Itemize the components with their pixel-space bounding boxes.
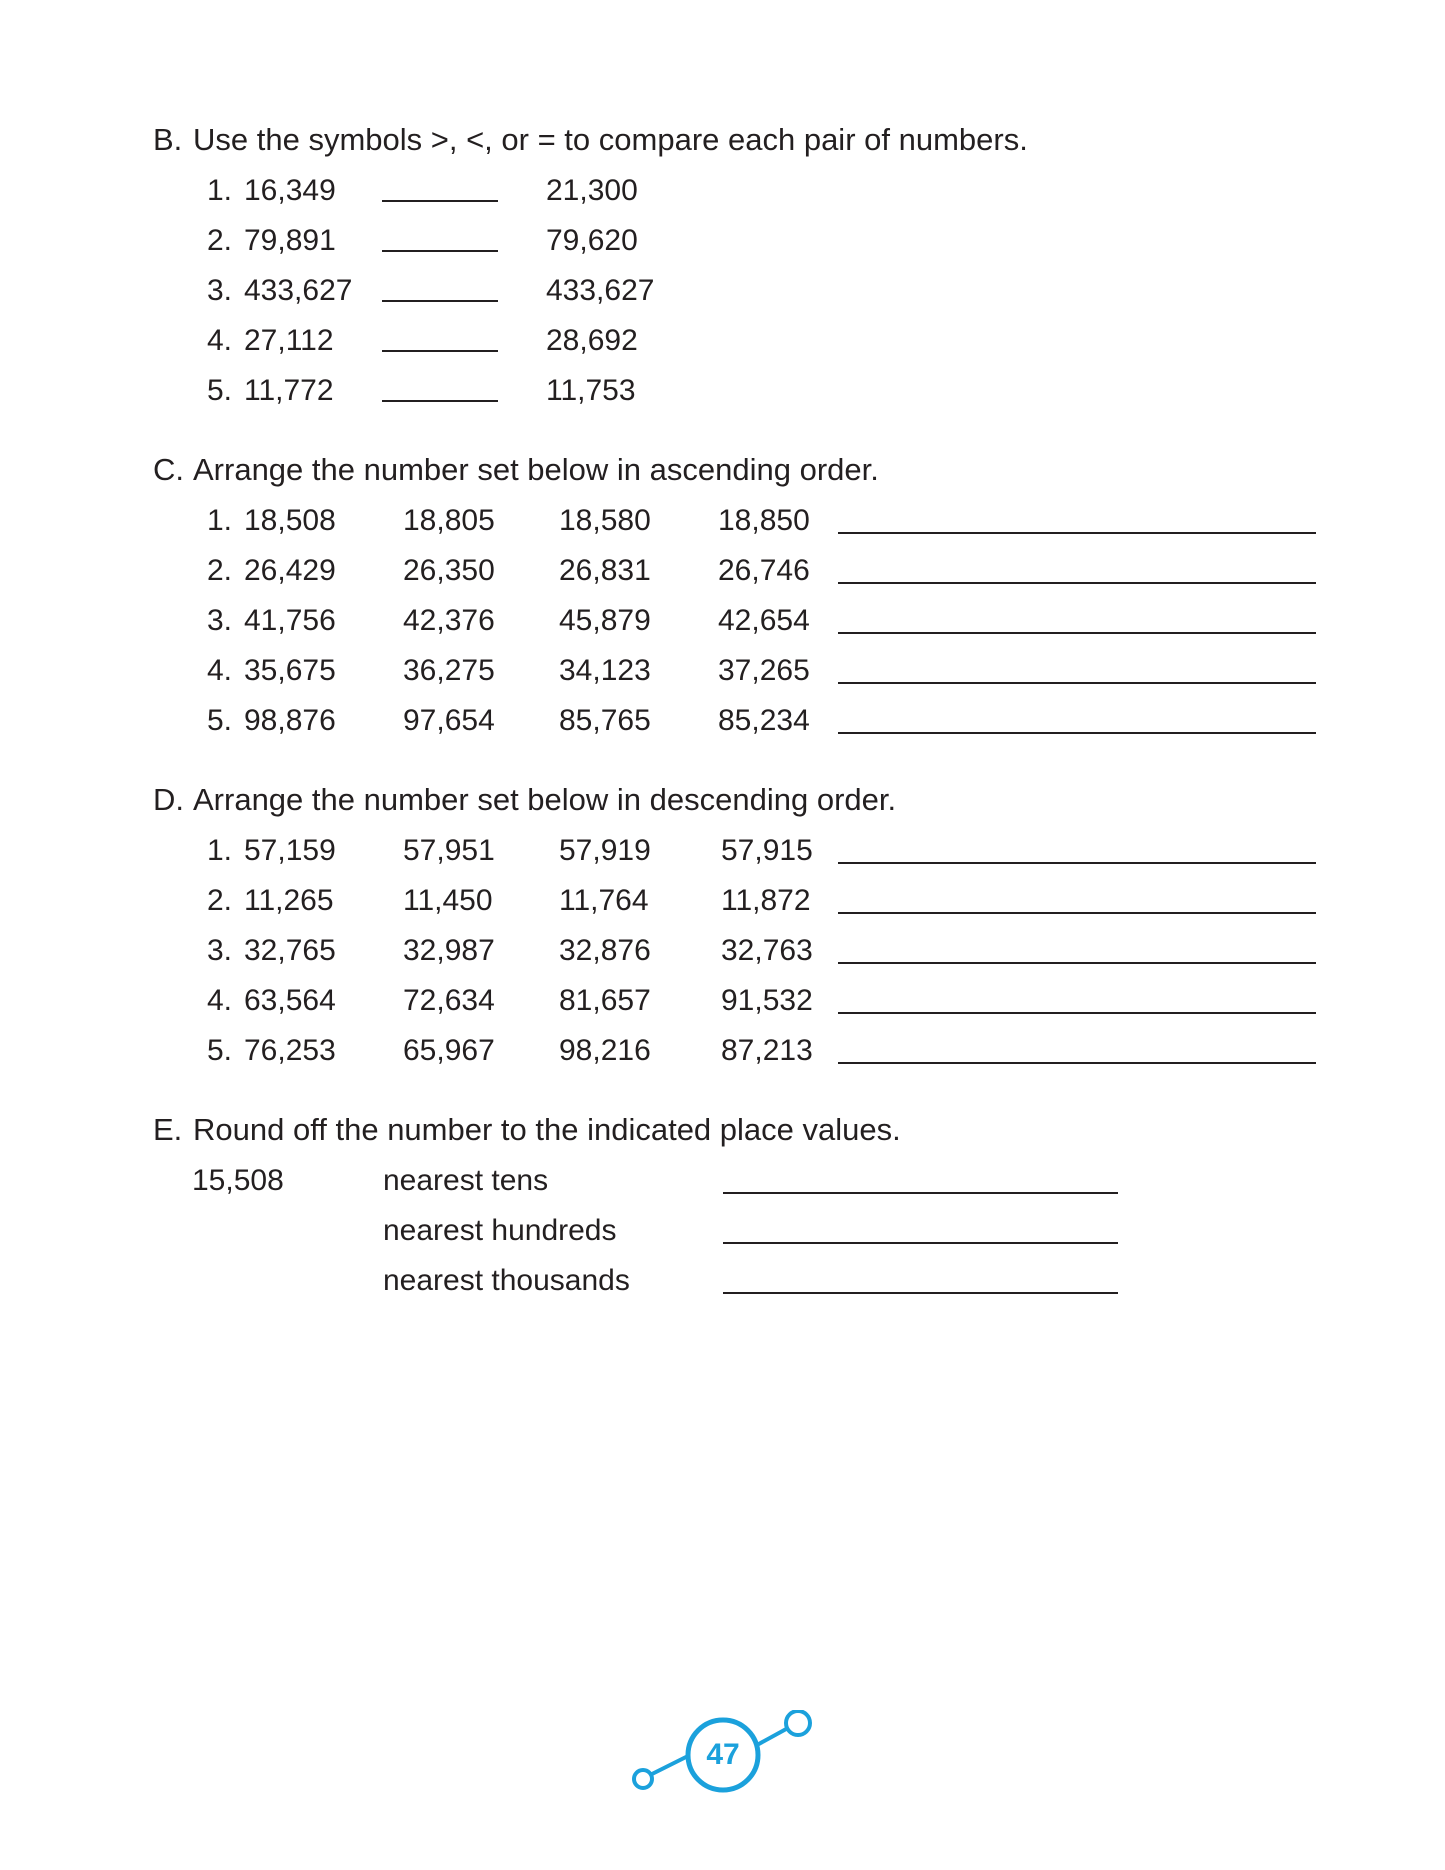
- answer-line[interactable]: [838, 1012, 1316, 1014]
- node-circle-right: [786, 1711, 810, 1735]
- value-4: 87,213: [721, 1034, 813, 1067]
- answer-line[interactable]: [838, 632, 1316, 634]
- value-4: 42,654: [718, 604, 810, 637]
- left-value: 16,349: [244, 174, 336, 207]
- right-value: 433,627: [546, 274, 655, 307]
- answer-line[interactable]: [838, 682, 1316, 684]
- place-label: nearest thousands: [383, 1264, 630, 1297]
- descending-item: [0, 1032, 1445, 1070]
- value-2: 57,951: [403, 834, 495, 867]
- left-value: 79,891: [244, 224, 336, 257]
- value-3: 85,765: [559, 704, 651, 737]
- round-number: 15,508: [192, 1164, 284, 1197]
- value-3: 32,876: [559, 934, 651, 967]
- item-number: 3.: [207, 604, 233, 637]
- value-2: 18,805: [403, 504, 495, 537]
- value-1: 76,253: [244, 1034, 336, 1067]
- left-value: 11,772: [244, 374, 334, 407]
- section-c-heading: [153, 452, 879, 488]
- item-number: 4.: [207, 984, 233, 1017]
- answer-line[interactable]: [838, 732, 1316, 734]
- item-number: 5.: [207, 704, 233, 737]
- value-1: 18,508: [244, 504, 336, 537]
- value-1: 26,429: [244, 554, 336, 587]
- item-number: 1.: [207, 174, 233, 207]
- rounding-item: [0, 1162, 1445, 1200]
- item-number: 5.: [207, 1034, 233, 1067]
- ascending-item: [0, 502, 1445, 540]
- answer-line[interactable]: [838, 532, 1316, 534]
- right-value: 79,620: [546, 224, 638, 257]
- value-1: 98,876: [244, 704, 336, 737]
- value-2: 11,450: [403, 884, 493, 917]
- descending-item: [0, 932, 1445, 970]
- place-label: nearest tens: [383, 1164, 549, 1197]
- ascending-item: [0, 652, 1445, 690]
- item-number: 1.: [207, 504, 233, 537]
- ascending-item: [0, 702, 1445, 740]
- item-number: 1.: [207, 834, 233, 867]
- rounding-item: [0, 1262, 1445, 1300]
- answer-blank[interactable]: [382, 300, 498, 302]
- section-e-letter: E.: [153, 1112, 183, 1147]
- answer-blank[interactable]: [382, 400, 498, 402]
- value-2: 72,634: [403, 984, 495, 1017]
- answer-line[interactable]: [838, 912, 1316, 914]
- left-value: 433,627: [244, 274, 353, 307]
- value-3: 45,879: [559, 604, 651, 637]
- left-value: 27,112: [244, 324, 334, 357]
- section-b-heading: [153, 122, 1028, 158]
- value-3: 81,657: [559, 984, 651, 1017]
- compare-item: [0, 222, 1445, 260]
- value-2: 42,376: [403, 604, 495, 637]
- value-4: 32,763: [721, 934, 813, 967]
- value-4: 57,915: [721, 834, 813, 867]
- section-e-instruction: Round off the number to the indicated place values.: [193, 1112, 901, 1147]
- value-1: 11,265: [244, 884, 334, 917]
- value-4: 18,850: [718, 504, 810, 537]
- answer-line[interactable]: [838, 962, 1316, 964]
- item-number: 3.: [207, 934, 233, 967]
- answer-line[interactable]: [838, 862, 1316, 864]
- value-4: 26,746: [718, 554, 810, 587]
- value-3: 11,764: [559, 884, 649, 917]
- answer-line[interactable]: [723, 1292, 1118, 1294]
- rounding-item: [0, 1212, 1445, 1250]
- value-2: 36,275: [403, 654, 495, 687]
- value-4: 37,265: [718, 654, 810, 687]
- section-d-heading: [153, 782, 896, 818]
- answer-line[interactable]: [723, 1192, 1118, 1194]
- section-d-instruction: Arrange the number set below in descending order.: [193, 782, 897, 817]
- value-4: 85,234: [718, 704, 810, 737]
- compare-item: [0, 322, 1445, 360]
- value-1: 35,675: [244, 654, 336, 687]
- value-4: 91,532: [721, 984, 813, 1017]
- section-b-instruction: Use the symbols >, <, or = to compare each pair of numbers.: [193, 122, 1028, 157]
- value-3: 34,123: [559, 654, 651, 687]
- ascending-item: [0, 552, 1445, 590]
- item-number: 4.: [207, 654, 233, 687]
- descending-item: [0, 832, 1445, 870]
- section-c-letter: C.: [153, 452, 184, 487]
- answer-line[interactable]: [838, 582, 1316, 584]
- right-value: 11,753: [546, 374, 636, 407]
- item-number: 2.: [207, 554, 233, 587]
- value-2: 97,654: [403, 704, 495, 737]
- answer-line[interactable]: [723, 1242, 1118, 1244]
- value-2: 65,967: [403, 1034, 495, 1067]
- value-3: 18,580: [559, 504, 651, 537]
- descending-item: [0, 882, 1445, 920]
- item-number: 2.: [207, 224, 233, 257]
- item-number: 5.: [207, 374, 233, 407]
- right-value: 28,692: [546, 324, 638, 357]
- compare-item: [0, 272, 1445, 310]
- section-d-letter: D.: [153, 782, 184, 817]
- ascending-item: [0, 602, 1445, 640]
- value-3: 26,831: [559, 554, 651, 587]
- value-1: 57,159: [244, 834, 336, 867]
- right-value: 21,300: [546, 174, 638, 207]
- section-e-heading: [153, 1112, 901, 1148]
- connector-line-right: [757, 1728, 788, 1745]
- node-circle-left: [634, 1770, 652, 1788]
- page-number: 47: [706, 1738, 740, 1771]
- value-4: 11,872: [721, 884, 811, 917]
- value-1: 63,564: [244, 984, 336, 1017]
- section-c-instruction: Arrange the number set below in ascending order.: [193, 452, 879, 487]
- value-3: 57,919: [559, 834, 651, 867]
- item-number: 2.: [207, 884, 233, 917]
- descending-item: [0, 982, 1445, 1020]
- answer-blank[interactable]: [382, 350, 498, 352]
- section-b-letter: B.: [153, 122, 183, 157]
- value-2: 26,350: [403, 554, 495, 587]
- place-label: nearest hundreds: [383, 1214, 617, 1247]
- compare-item: [0, 372, 1445, 410]
- value-1: 32,765: [244, 934, 336, 967]
- compare-item: [0, 172, 1445, 210]
- answer-line[interactable]: [838, 1062, 1316, 1064]
- answer-blank[interactable]: [382, 200, 498, 202]
- item-number: 4.: [207, 324, 233, 357]
- value-1: 41,756: [244, 604, 336, 637]
- value-3: 98,216: [559, 1034, 651, 1067]
- answer-blank[interactable]: [382, 250, 498, 252]
- value-2: 32,987: [403, 934, 495, 967]
- item-number: 3.: [207, 274, 233, 307]
